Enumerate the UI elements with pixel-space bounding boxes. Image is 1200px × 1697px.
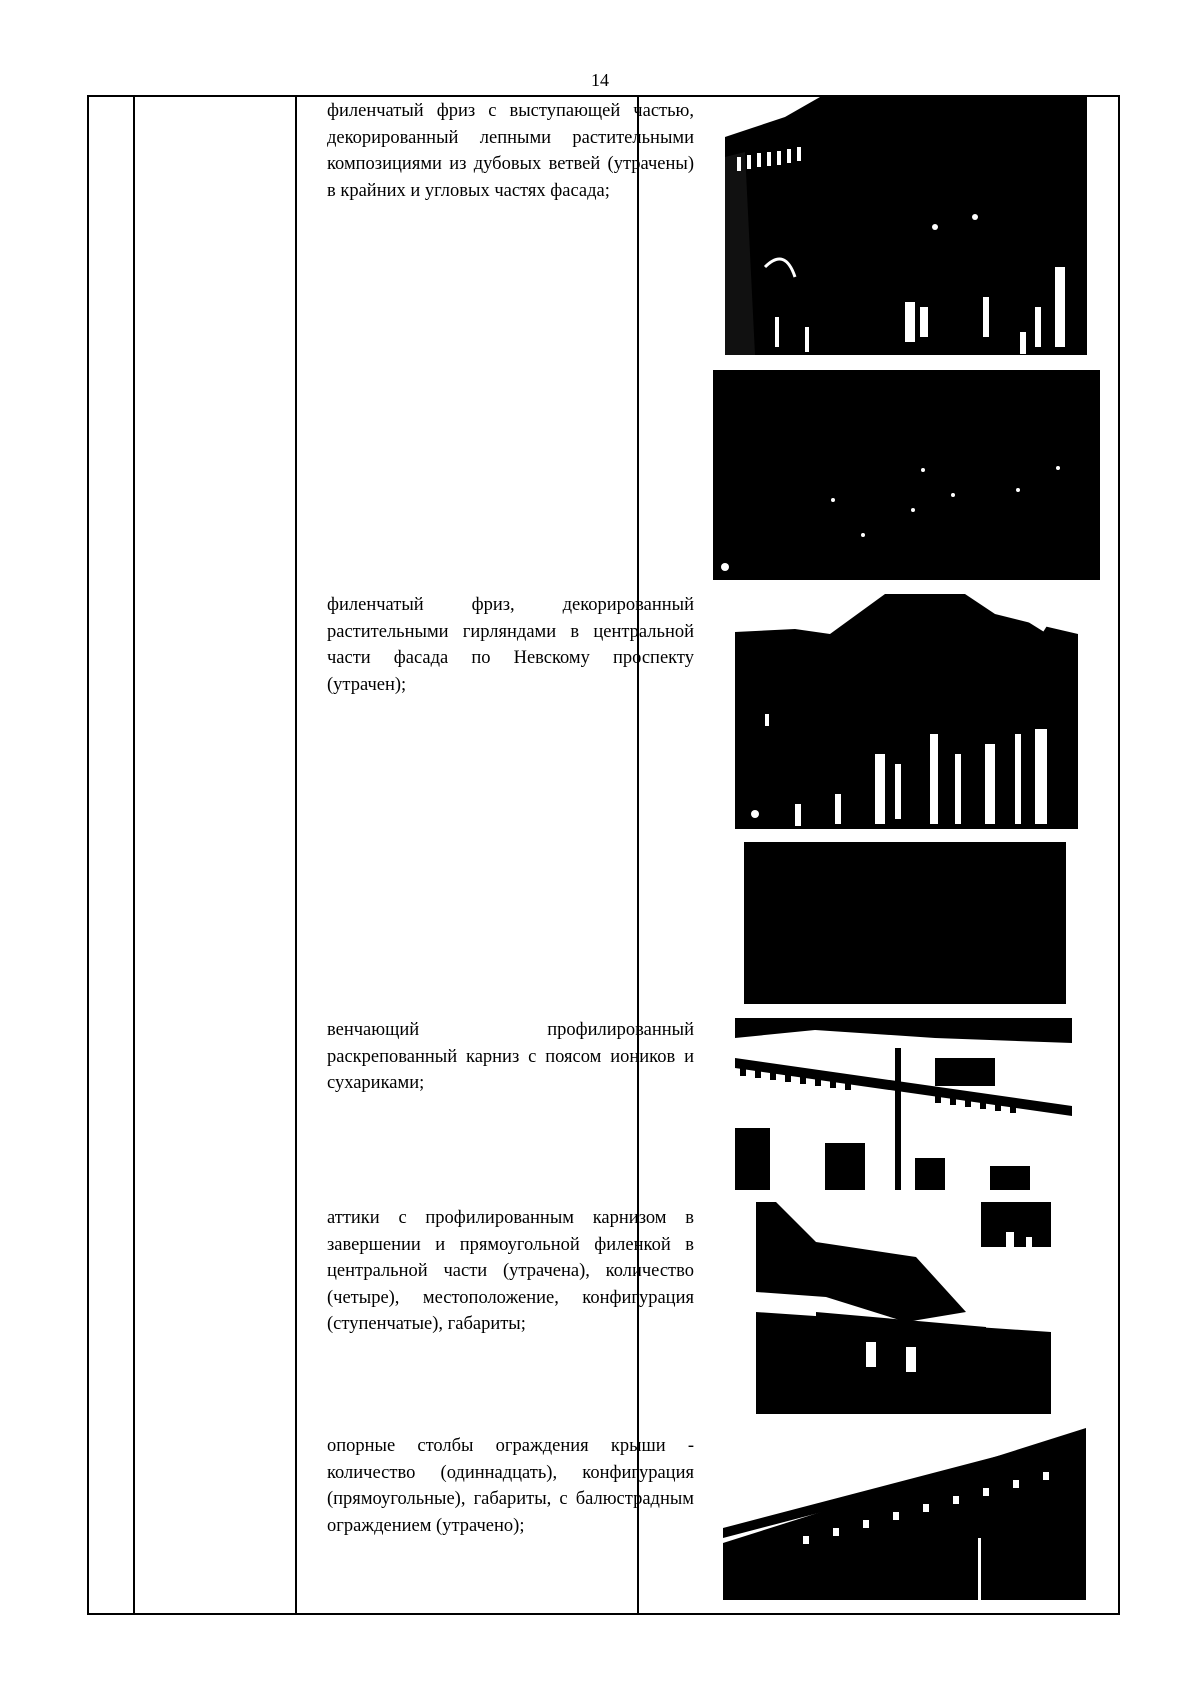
description-cornice: венчающий профилированный раскрепованный карниз с поясом иоников и сухариками;	[327, 1020, 694, 1093]
column-divider-1	[133, 97, 135, 1613]
page-number: 14	[591, 70, 609, 90]
black-photo	[744, 842, 1066, 1004]
cornice-photo	[735, 1018, 1072, 1190]
description-frieze-garlands: филенчатый фриз, декорированный растительными гирляндами в центральной части фасада по Невскому проспекту (утрачен);	[327, 595, 694, 695]
description-roof-posts: опорные столбы ограждения крыши - количество (одиннадцать), конфигурация (прямоугольные), габариты, с балюстрадным ограждением (утрачено);	[327, 1436, 694, 1536]
description-attics: аттики с профилированным карнизом в завершении и прямоугольной филенкой в центральной части (утрачена), количество (четыре), местоположение, конфигурация (ступенчатые), габариты;	[327, 1208, 694, 1334]
dark-facade-photo	[713, 370, 1100, 580]
column-divider-2	[295, 97, 297, 1613]
attic-photo	[756, 1202, 1051, 1414]
building-frieze-photo	[735, 594, 1078, 829]
column-divider-3	[637, 97, 639, 1613]
building-facade-photo	[725, 97, 1087, 355]
roof-fence-photo	[723, 1428, 1086, 1600]
description-frieze-oak: филенчатый фриз с выступающей частью, декорированный лепными растительными композициями из дубовых ветвей (утрачены) в крайних и угловых частях фасада;	[327, 101, 694, 201]
